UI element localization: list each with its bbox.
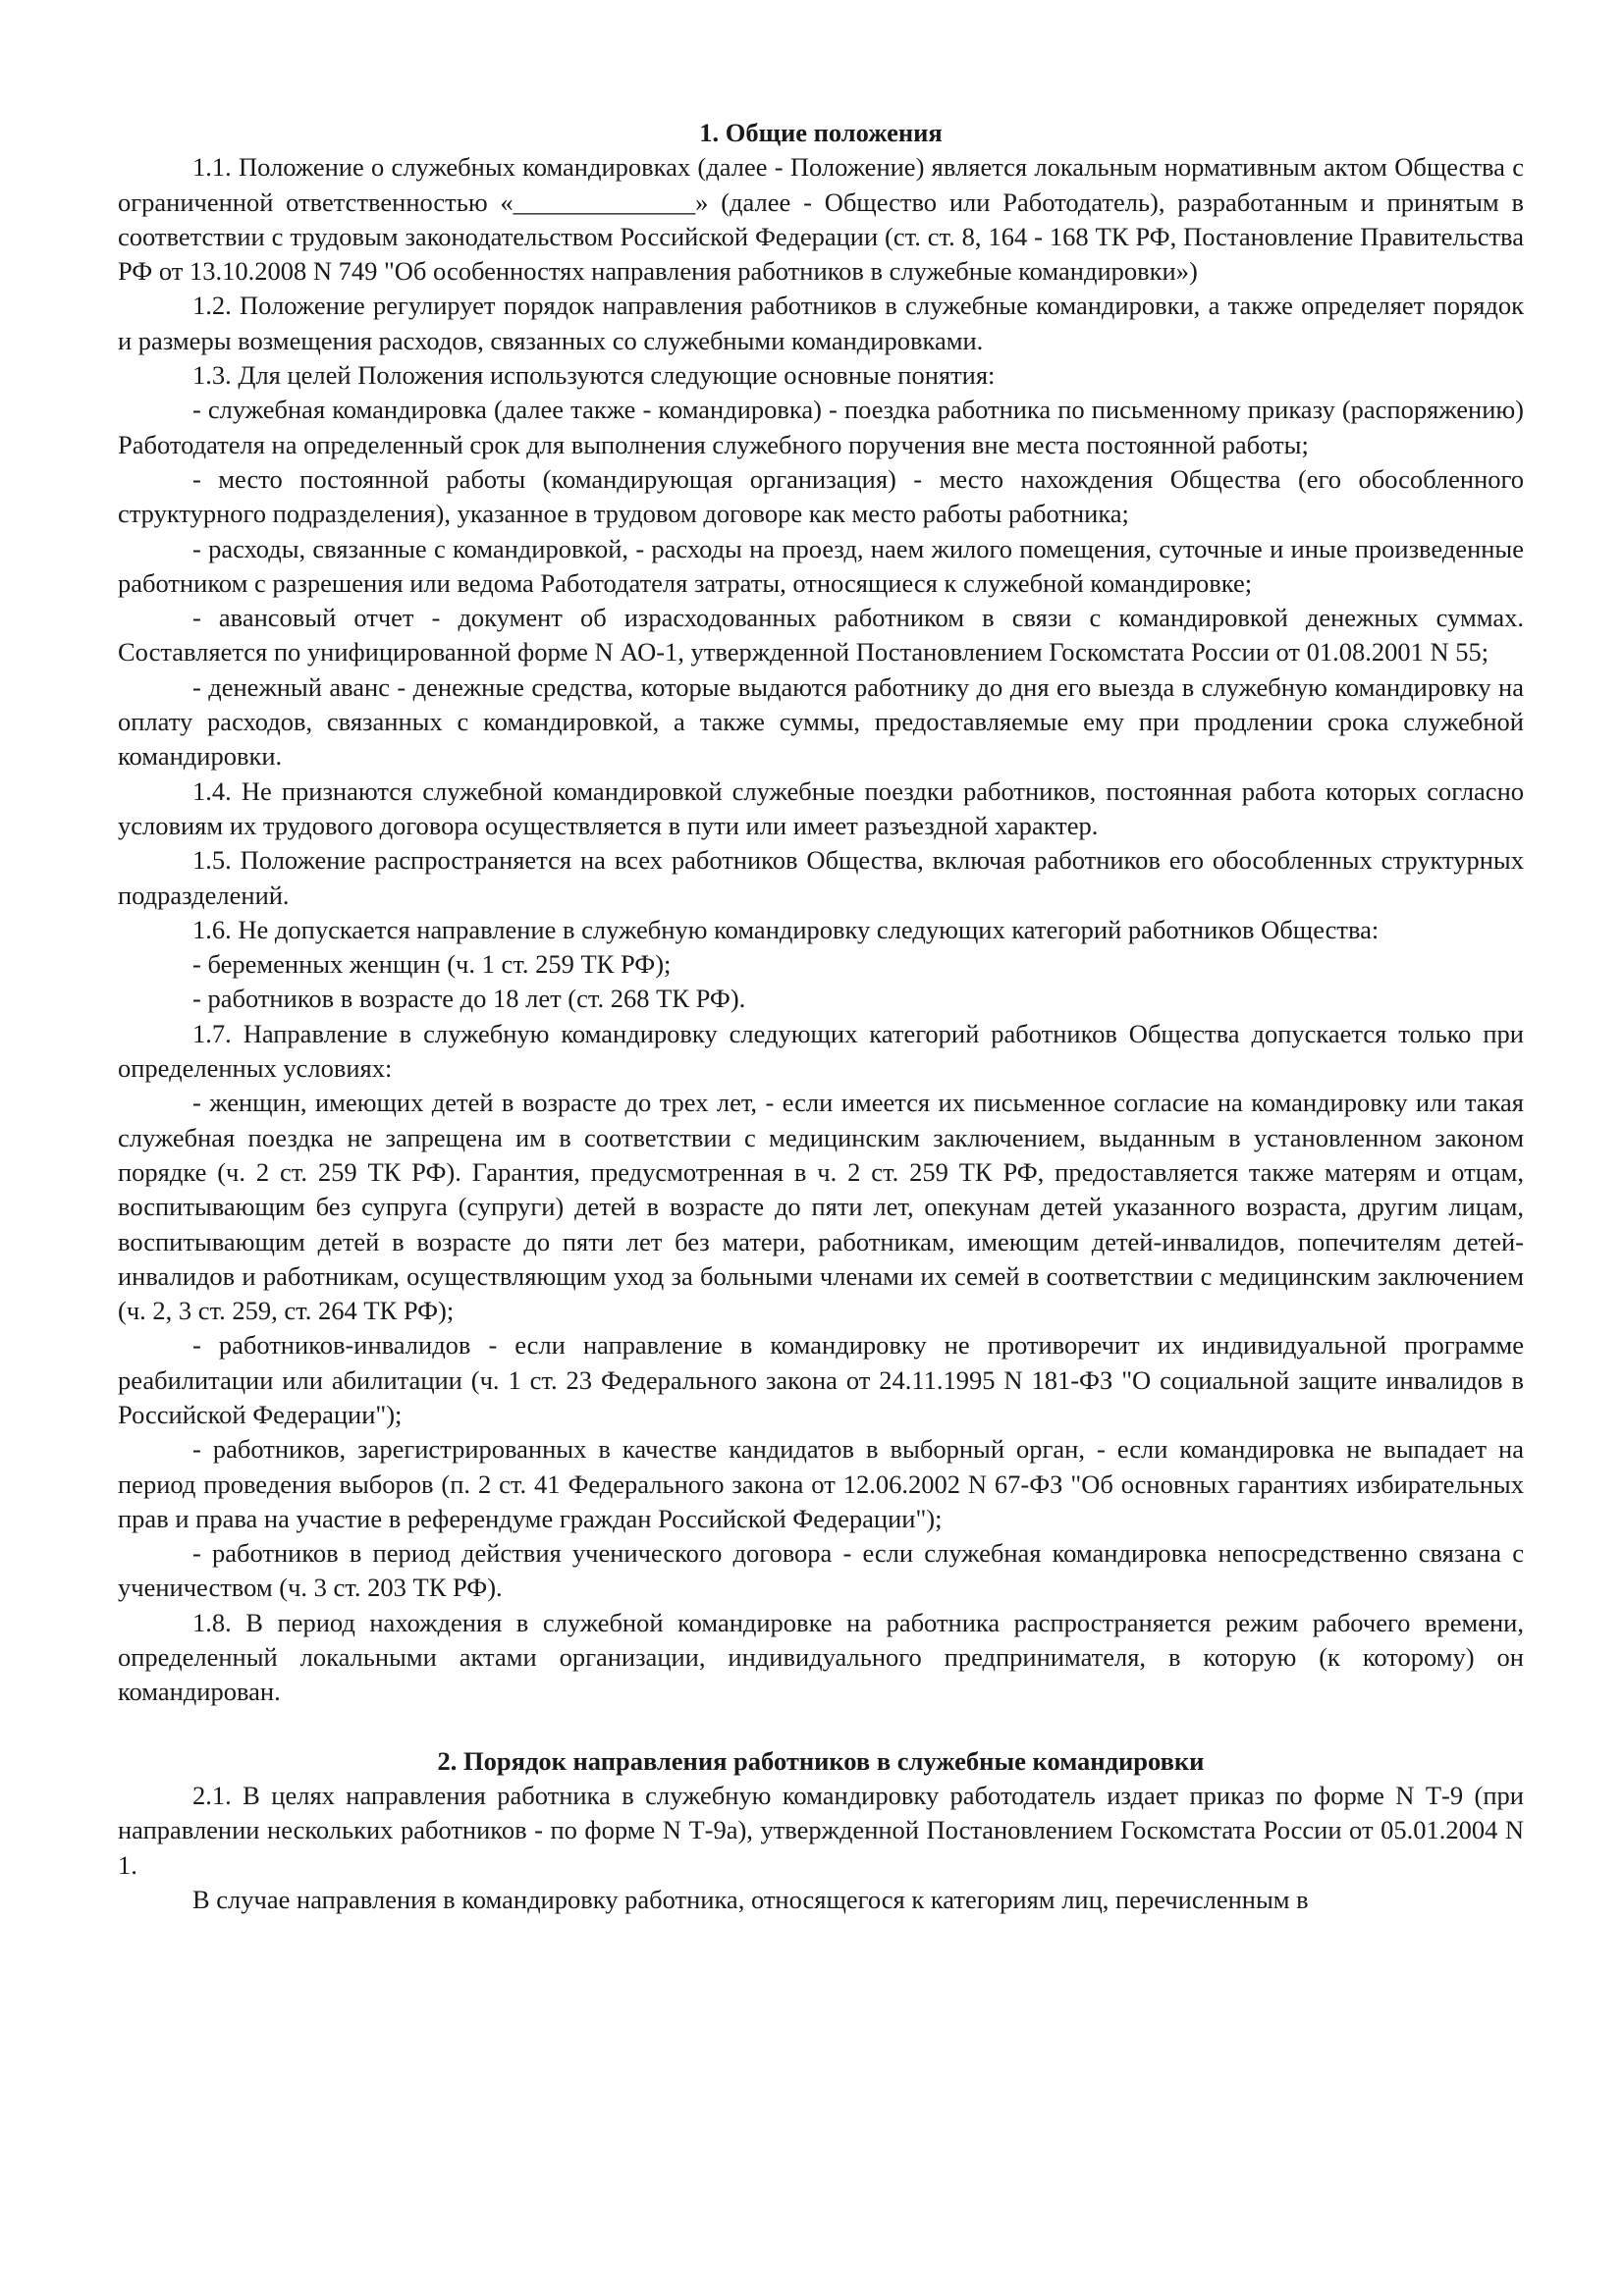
paragraph-2-1-continued: В случае направления в командировку работника, относящегося к категориям лиц, перечисленным в xyxy=(192,1884,1309,1914)
section-2-body xyxy=(118,1779,1524,1917)
paragraph-1-8: 1.8. В период нахождения в служебной командировке на работника распространяется режим рабочего времени, определенный локальными актами организации, индивидуального предпринимателя, в которую (к которому) он командирован. xyxy=(118,1607,1524,1707)
list-item-minors: - работников в возрасте до 18 лет (ст. 268 ТК РФ). xyxy=(192,984,746,1014)
definition-business-trip: - служебная командировка (далее также - командировка) - поездка работника по письменному приказу (распоряжению) Работодателя на определенный срок для выполнения служебного поручения вне места постоянной работы; xyxy=(118,395,1524,459)
section-2-heading: 2. Порядок направления работников в служебные командировки xyxy=(437,1745,1205,1776)
paragraph-1-1: 1.1. Положение о служебных командировках (далее - Положение) является локальным нормативным актом Общества с ограниченной ответственностью «______________» (далее - Общество или Работодатель), разработанным и принятым в соответствии с трудовым законодательством Российской Федерации (ст. ст. 8, 164 - 168 ТК РФ, Постановление Правительства РФ от 13.10.2008 N 749 "Об особенностях направления работников в служебные командировки») xyxy=(118,152,1524,287)
paragraph-1-7: 1.7. Направление в служебную командировку следующих категорий работников Общества допускается только при определенных условиях: xyxy=(118,1018,1524,1084)
definition-cash-advance: - денежный аванс - денежные средства, которые выдаются работнику до дня его выезда в служебную командировку на оплату расходов, связанных с командировкой, а также суммы, предоставляемые ему при продлении срока служебной командировки. xyxy=(118,671,1524,772)
document-page xyxy=(118,116,1524,1917)
paragraph-1-4: 1.4. Не признаются служебной командировкой служебные поездки работников, постоянная работа которых согласно условиям их трудового договора осуществляется в пути или имеет разъездной характер. xyxy=(118,775,1524,840)
list-item-pregnant-women: - беременных женщин (ч. 1 ст. 259 ТК РФ); xyxy=(192,949,672,980)
definition-advance-report: - авансовый отчет - документ об израсходованных работником в связи с командировкой денежных суммах. Составляется по унифицированной форме N АО-1, утвержденной Постановлением Госкомстата России от 01.08.2001 N 55; xyxy=(118,603,1524,667)
definition-trip-expenses: - расходы, связанные с командировкой, - расходы на проезд, наем жилого помещения, суточные и иные произведенные работником с разрешения или ведома Работодателя затраты, относящиеся к служебной командировке; xyxy=(118,533,1524,598)
list-item-election-candidates: - работников, зарегистрированных в качестве кандидатов в выборный орган, - если командировка не выпадает на период проведения выборов (п. 2 ст. 41 Федерального закона от 12.06.2002 N 67-ФЗ "Об основных гарантиях избирательных прав и права на участие в референдуме граждан Российской Федерации"); xyxy=(118,1434,1524,1533)
paragraph-1-5: 1.5. Положение распространяется на всех работников Общества, включая работников его обособленных структурных подразделений. xyxy=(118,845,1524,910)
list-item-disabled-workers: - работников-инвалидов - если направление в командировку не противоречит их индивидуальной программе реабилитации или абилитации (ч. 1 ст. 23 Федерального закона от 24.11.1995 N 181-ФЗ "О социальной защите инвалидов в Российской Федерации"); xyxy=(118,1330,1524,1429)
definition-permanent-workplace: - место постоянной работы (командирующая организация) - место нахождения Общества (его обособленного структурного подразделения), указанное в трудовом договоре как место работы работника; xyxy=(118,463,1524,529)
paragraph-1-2: 1.2. Положение регулирует порядок направления работников в служебные командировки, а также определяет порядок и размеры возмещения расходов, связанных со служебными командировками. xyxy=(118,291,1524,355)
section-1-heading: 1. Общие положения xyxy=(699,118,943,147)
paragraph-1-6: 1.6. Не допускается направление в служебную командировку следующих категорий работников Общества: xyxy=(192,914,1380,944)
paragraph-1-3: 1.3. Для целей Положения используются следующие основные понятия: xyxy=(192,360,996,391)
section-1-body xyxy=(118,150,1524,1709)
paragraph-2-1: 2.1. В целях направления работника в служебную командировку работодатель издает приказ по форме N Т-9 (при направлении нескольких работников - по форме N Т-9а), утвержденной Постановлением Госкомстата России от 05.01.2004 N 1. xyxy=(118,1780,1524,1880)
list-item-apprentices: - работников в период действия ученического договора - если служебная командировка непосредственно связана с ученичеством (ч. 3 ст. 203 ТК РФ). xyxy=(118,1538,1524,1603)
list-item-women-with-children: - женщин, имеющих детей в возрасте до трех лет, - если имеется их письменное согласие на командировку или такая служебная поездка не запрещена им в соответствии с медицинским заключением, выданным в установленном законом порядке (ч. 2 ст. 259 ТК РФ). Гарантия, предусмотренная в ч. 2 ст. 259 ТК РФ, предоставляется также матерям и отцам, воспитывающим без супруга (супруги) детей в возрасте до пяти лет, опекунам детей указанного возраста, другим лицам, воспитывающим детей в возрасте до пяти лет без матери, работникам, имеющим детей-инвалидов, попечителям детей-инвалидов и работникам, осуществляющим уход за больными членами их семей в соответствии с медицинским заключением (ч. 2, 3 ст. 259, ст. 264 ТК РФ); xyxy=(118,1088,1524,1326)
section-spacer xyxy=(118,1710,1524,1744)
